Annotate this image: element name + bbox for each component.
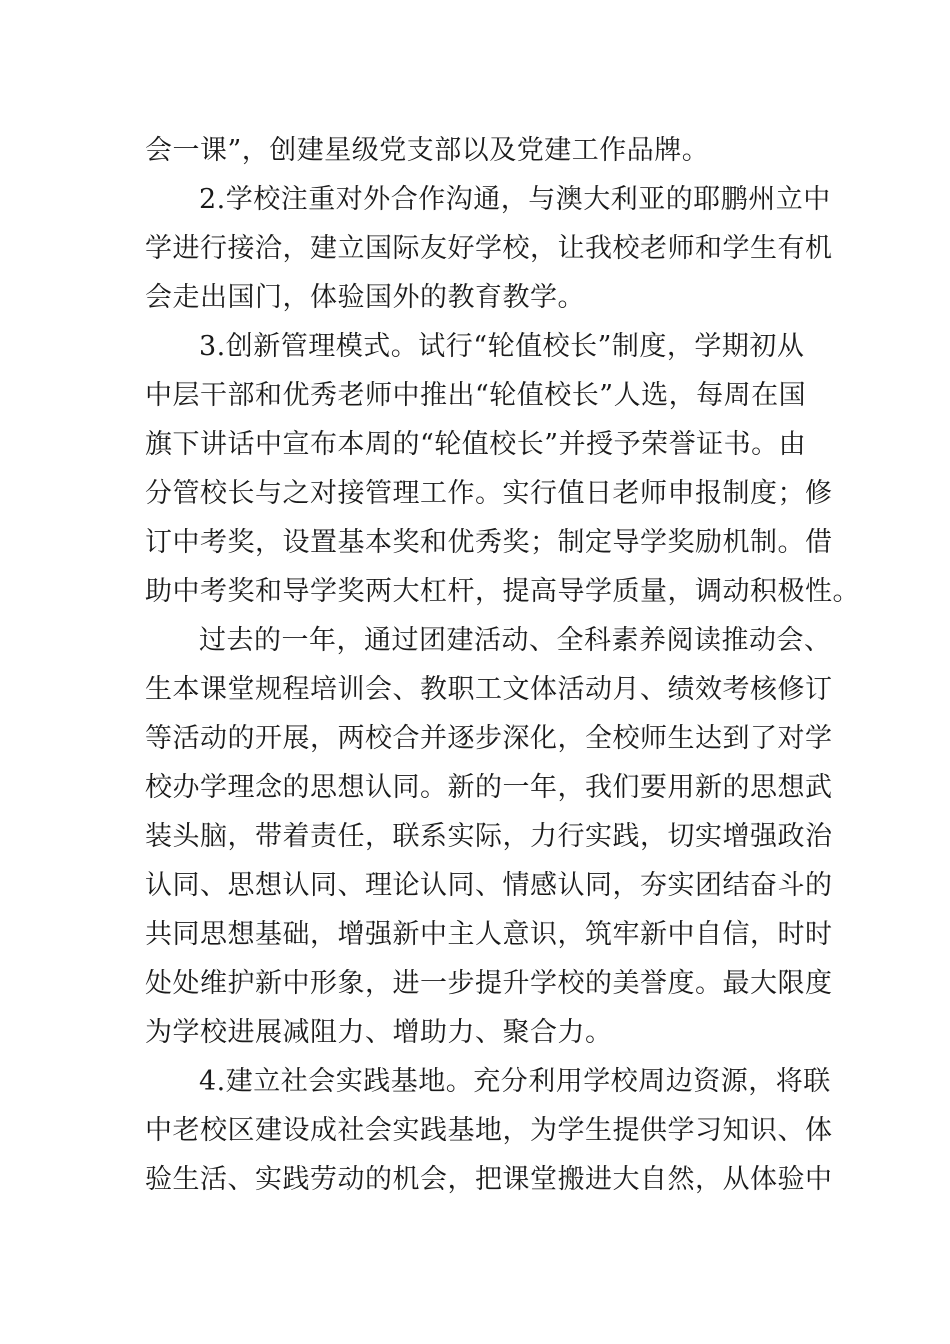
text-line: 中层干部和优秀老师中推出“轮值校长”人选，每周在国 — [145, 380, 807, 411]
text-line: 助中考奖和导学奖两大杠杆，提高导学质量，调动积极性。 — [145, 576, 860, 607]
text-line: 处处维护新中形象，进一步提升学校的美誉度。最大限度 — [145, 968, 833, 999]
text-line: 会一课”，创建星级党支部以及党建工作品牌。 — [145, 135, 710, 166]
text-line: 2.学校注重对外合作沟通，与澳大利亚的耶鹏州立中 — [199, 184, 831, 215]
text-line: 旗下讲话中宣布本周的“轮值校长”并授予荣誉证书。由 — [145, 429, 807, 460]
text-line: 等活动的开展，两校合并逐步深化，全校师生达到了对学 — [145, 723, 833, 754]
text-line: 订中考奖，设置基本奖和优秀奖；制定导学奖励机制。借 — [145, 527, 833, 558]
text-line: 装头脑，带着责任，联系实际，力行实践，切实增强政治 — [145, 821, 833, 852]
text-line: 学进行接洽，建立国际友好学校，让我校老师和学生有机 — [145, 233, 833, 264]
text-line: 校办学理念的思想认同。新的一年，我们要用新的思想武 — [145, 772, 833, 803]
text-line: 分管校长与之对接管理工作。实行值日老师申报制度；修 — [145, 478, 833, 509]
text-line: 会走出国门，体验国外的教育教学。 — [145, 282, 585, 313]
text-line: 验生活、实践劳动的机会，把课堂搬进大自然，从体验中 — [145, 1164, 833, 1195]
text-line: 共同思想基础，增强新中主人意识，筑牢新中自信，时时 — [145, 919, 833, 950]
text-line: 过去的一年，通过团建活动、全科素养阅读推动会、 — [199, 625, 832, 656]
text-line: 4.建立社会实践基地。充分利用学校周边资源，将联 — [199, 1066, 831, 1097]
text-line: 3.创新管理模式。试行“轮值校长”制度，学期初从 — [199, 331, 805, 362]
text-line: 认同、思想认同、理论认同、情感认同，夯实团结奋斗的 — [145, 870, 833, 901]
document-body — [145, 126, 860, 1204]
text-line: 生本课堂规程培训会、教职工文体活动月、绩效考核修订 — [145, 674, 833, 705]
text-line: 为学校进展减阻力、增助力、聚合力。 — [145, 1017, 613, 1048]
text-line: 中老校区建设成社会实践基地，为学生提供学习知识、体 — [145, 1115, 833, 1146]
